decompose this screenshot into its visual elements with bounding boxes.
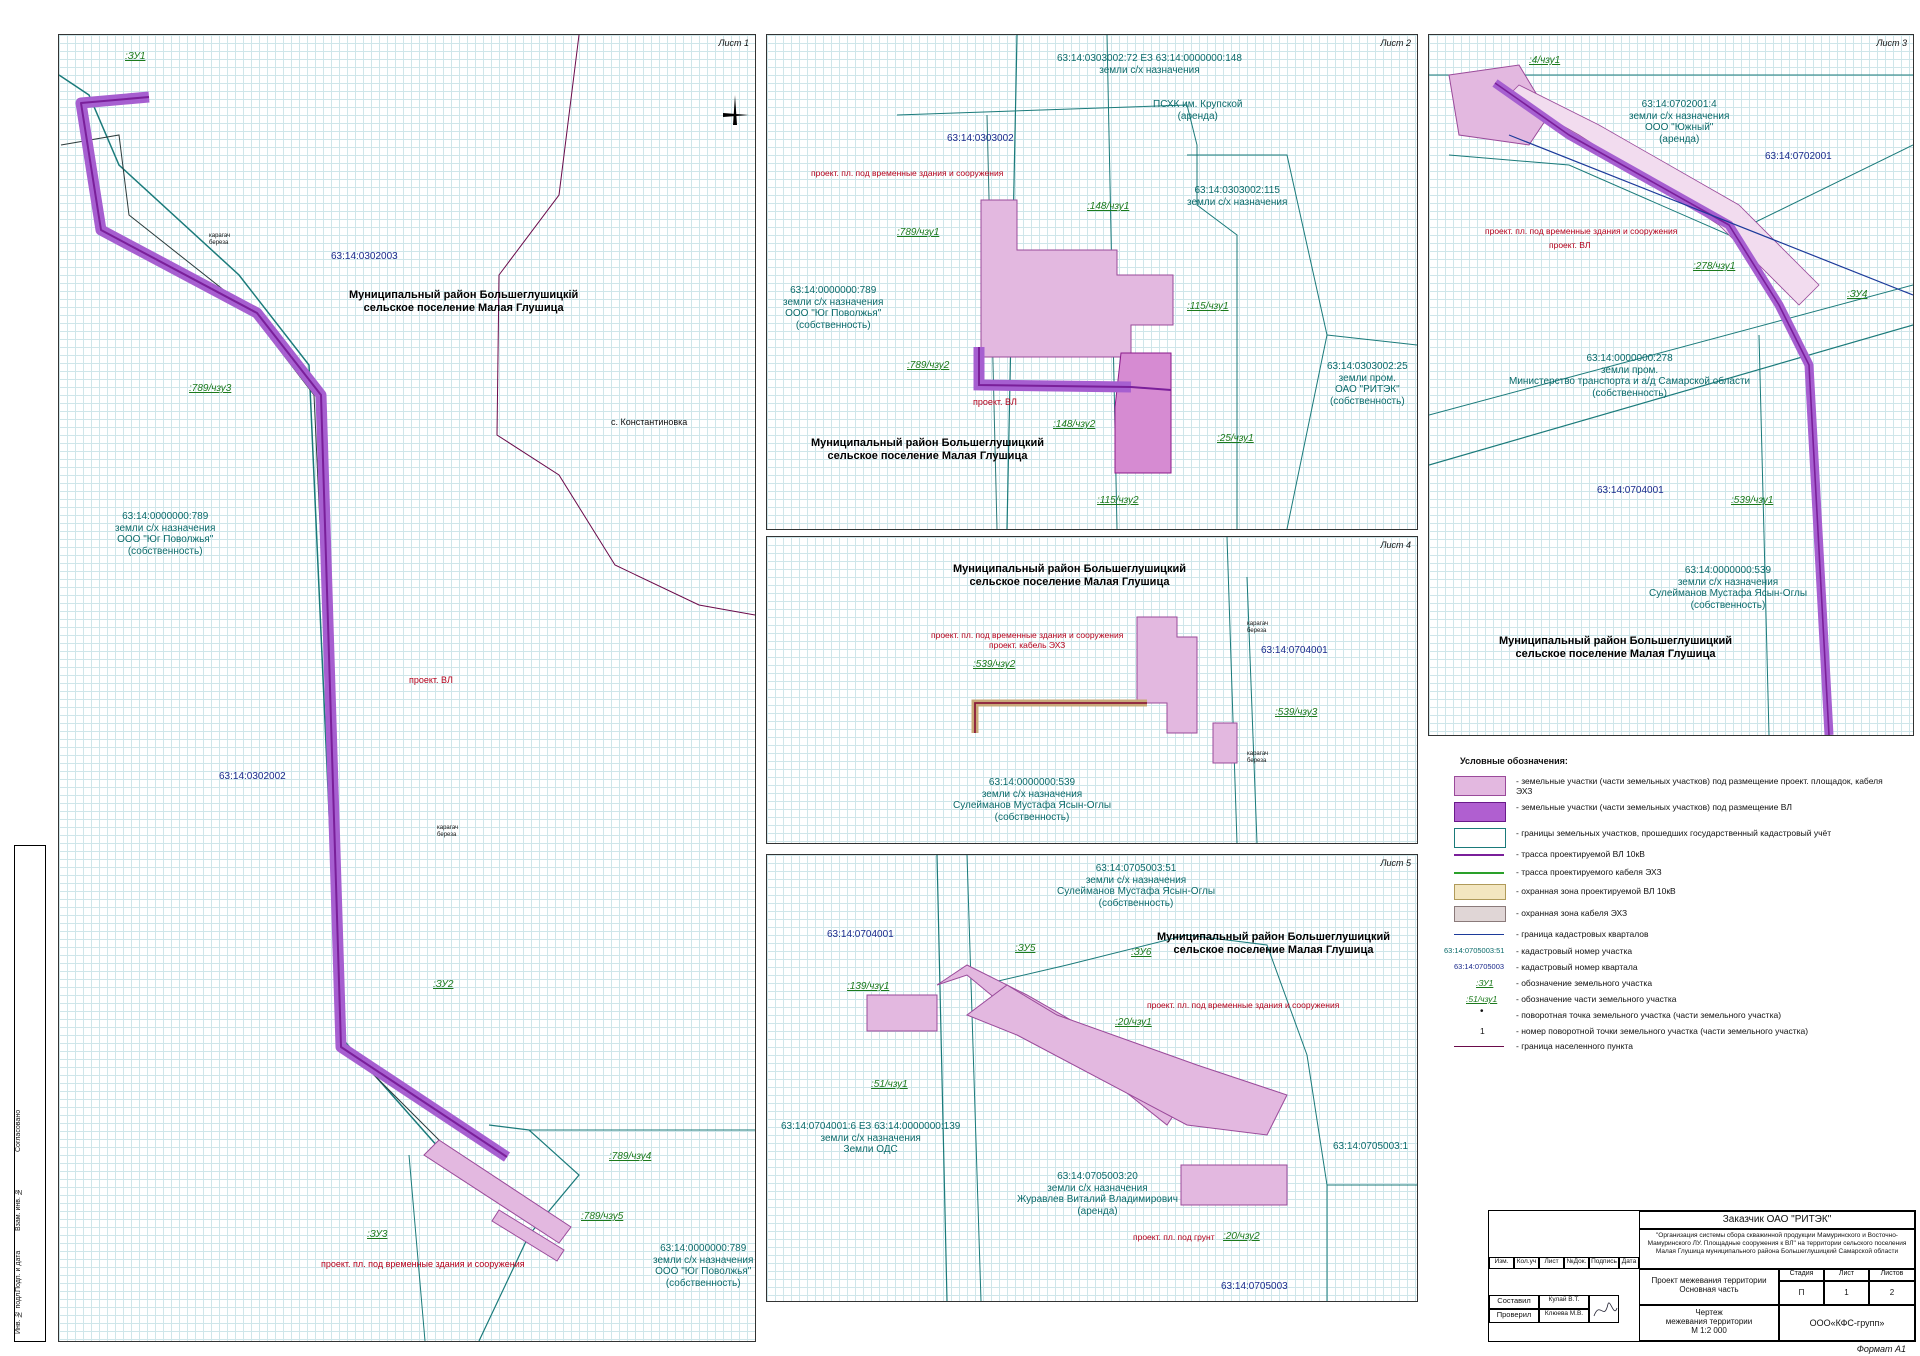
land-part-label: :148/чзу2: [1053, 419, 1096, 430]
land-owner-label: 63:14:0000000:539 земли с/х назначения Сулейманов Мустафа Ясын-Оглы (собственность): [1649, 565, 1808, 611]
legend-swatch-boundary: [1454, 828, 1506, 848]
land-part-label: :25/чзу1: [1217, 433, 1254, 444]
legend-swatch-vl-line: [1454, 854, 1504, 856]
quarter-number: 63:14:0704001: [827, 929, 894, 940]
land-owner-label: ПСХК им. Крупской (аренда): [1153, 99, 1243, 122]
tb-stage-val: П: [1779, 1281, 1824, 1305]
tb-role: Проверил: [1489, 1309, 1539, 1323]
land-owner-label: 63:14:0303002:25 земли пром. ОАО "РИТЭК" (собственность): [1327, 361, 1408, 407]
tb-col: Подпись: [1589, 1257, 1619, 1269]
quarter-number: 63:14:0704001: [1597, 485, 1664, 496]
land-part-label: :ЗУ2: [433, 979, 454, 990]
legend-item: - граница населенного пункта: [1516, 1041, 1633, 1051]
legend-swatch-vl: [1454, 802, 1506, 822]
land-part-label: :789/чзу4: [609, 1151, 652, 1162]
land-part-label: :51/чзу1: [871, 1079, 908, 1090]
quarter-number: 63:14:0705003: [1221, 1281, 1288, 1292]
legend-item: - границы земельных участков, прошедших государственный кадастровый учёт: [1516, 828, 1832, 838]
legend-item: - земельные участки (части земельных участков) под размещение проект. площадок, кабеля ЭХЗ: [1516, 776, 1883, 796]
municipality-label: Муниципальный район Большеглушицкій сельское поселение Малая Глушица: [349, 289, 579, 314]
tb-drawing: Чертеж межевания территории М 1:2 000: [1639, 1305, 1779, 1341]
land-owner-label: 63:14:0000000:278 земли пром. Министерство транспорта и а/д Самарской области (собственность): [1509, 353, 1751, 399]
tree-note: карагач береза: [1247, 621, 1269, 634]
legend-sample-ch: :51/чзу1: [1466, 994, 1498, 1004]
legend-item: - кадастровый номер участка: [1516, 946, 1633, 956]
legend-item: - обозначение земельного участка: [1516, 978, 1653, 988]
land-part-label: :115/чзу2: [1097, 495, 1139, 506]
legend-swatch-settlement: [1454, 1046, 1504, 1047]
legend-swatch-parcel: [1454, 776, 1506, 796]
land-owner-label: 63:14:0303002:72 ЕЗ 63:14:0000000:148 земли с/х назначения: [1057, 53, 1242, 76]
strip-label: Инв. № подл.: [15, 1290, 22, 1334]
land-owner-label: 63:14:0000000:789 земли с/х назначения ООО "Юг Поволжья" (собственность): [653, 1243, 754, 1289]
legend-item: - земельные участки (части земельных участков) под размещение ВЛ: [1516, 802, 1792, 812]
sheet-number: Лист 2: [1380, 38, 1411, 48]
quarter-number: 63:14:0702001: [1765, 151, 1832, 162]
quarter-number: 63:14:0303002: [947, 133, 1014, 144]
legend-item: - кадастровый номер квартала: [1516, 962, 1638, 972]
quarter-number: 63:14:0704001: [1261, 645, 1328, 656]
signature-mark: [1590, 1296, 1619, 1323]
land-part-label: :789/чзу5: [581, 1211, 624, 1222]
vl-label: проект. ВЛ: [409, 675, 453, 685]
temp-site-label: проект. пл. под временные здания и сооружения: [811, 168, 1004, 178]
land-part-label: :ЗУ3: [367, 1229, 388, 1240]
sheet-5-graphics: [767, 855, 1417, 1301]
land-part-label: :20/чзу1: [1115, 1017, 1152, 1028]
land-part-label: :789/чзу3: [189, 383, 232, 394]
temp-site-label: проект. пл. под временные здания и сооружения: [1147, 1000, 1340, 1010]
land-part-label: :148/чзу1: [1087, 201, 1130, 212]
land-owner-label: 63:14:0705003:20 земли с/х назначения Журавлев Виталий Владимирович (аренда): [1017, 1171, 1178, 1217]
municipality-label: Муниципальный район Большеглушицкий сельское поселение Малая Глушица: [1499, 635, 1732, 660]
tb-project: "Организация системы сбора скважинной продукции Мамуринского и Восточно-Мамуринского ЛУ. Площадные сооружения к ВЛ" на территории сельского поселения Малая Глушица муниципального района Большеглушицкий Самарской области: [1639, 1229, 1915, 1269]
sheet-4: [766, 536, 1418, 844]
tb-customer: Заказчик ОАО "РИТЭК": [1639, 1211, 1915, 1229]
legend: [1440, 756, 1910, 1056]
grunt-site-label: проект. пл. под грунт: [1133, 1232, 1215, 1242]
land-owner-label: 63:14:0702001:4 земли с/х назначения ООО "Южный" (аренда): [1629, 99, 1730, 145]
tb-name: Кулай В.Т.: [1539, 1295, 1589, 1309]
sheet-2: [766, 34, 1418, 530]
land-owner-label: 63:14:0000000:789 земли с/х назначения ООО "Юг Поволжья" (собственность): [783, 285, 884, 331]
sheet-3: [1428, 34, 1914, 736]
land-owner-label: 63:14:0000000:539 земли с/х назначения Сулейманов Мустафа Ясын-Оглы (собственность): [953, 777, 1112, 823]
tree-note: карагач береза: [437, 825, 459, 838]
legend-swatch-exz-zone: [1454, 906, 1506, 922]
approval-strip: [14, 845, 46, 1342]
legend-sample-quarter: 63:14:0705003: [1454, 962, 1505, 971]
quarter-number: 63:14:0302003: [331, 251, 398, 262]
vl-label: проект. ВЛ: [973, 397, 1017, 407]
legend-item: - поворотная точка земельного участка (части земельного участка): [1516, 1010, 1782, 1020]
land-part-label: :139/чзу1: [847, 981, 890, 992]
legend-sample-point-dot: •: [1480, 1006, 1484, 1017]
sheet-number: Лист 5: [1380, 858, 1411, 868]
temp-site-label: проект. пл. под временные здания и сооружения: [321, 1259, 525, 1269]
municipality-label: Муниципальный район Большеглушицкий сельское поселение Малая Глушица: [811, 437, 1044, 462]
land-part-label: :ЗУ4: [1847, 289, 1868, 300]
strip-label: Согласовано: [15, 1109, 22, 1153]
land-part-label: :ЗУ1: [125, 51, 146, 62]
legend-item: - охранная зона кабеля ЭХЗ: [1516, 908, 1628, 918]
tb-col: Дата: [1619, 1257, 1639, 1269]
sheet-1: [58, 34, 756, 1342]
sheet-1-graphics: [59, 35, 755, 1341]
legend-swatch-exz-line: [1454, 872, 1504, 874]
tb-stage-val: 2: [1869, 1281, 1915, 1305]
land-part-label: :539/чзу3: [1275, 707, 1318, 718]
legend-item: - трасса проектируемого кабеля ЭХЗ: [1516, 867, 1662, 877]
tb-col: Кол.уч: [1514, 1257, 1539, 1269]
format-label: Формат А1: [1856, 1344, 1906, 1354]
tb-col: Изм.: [1489, 1257, 1514, 1269]
legend-sample-parcel: 63:14:0705003:51: [1444, 946, 1505, 955]
tb-name: Клюева М.В.: [1539, 1309, 1589, 1323]
tb-role: Составил: [1489, 1295, 1539, 1309]
legend-item: - обозначение части земельного участка: [1516, 994, 1677, 1004]
land-part-label: :278/чзу1: [1693, 261, 1736, 272]
tb-stage-val: 1: [1824, 1281, 1869, 1305]
sheet-number: Лист 4: [1380, 540, 1411, 550]
legend-swatch-quarter-line: [1454, 934, 1504, 935]
land-part-label: :20/чзу2: [1223, 1231, 1260, 1242]
temp-site-label: проект. пл. под временные здания и сооружения проект. кабель ЭХЗ: [931, 630, 1124, 650]
land-part-label: :ЗУ6: [1131, 947, 1152, 958]
strip-label: Подп. и дата: [15, 1250, 22, 1292]
land-owner-label: 63:14:0704001:6 ЕЗ 63:14:0000000:139 земли с/х назначения Земли ОДС: [781, 1121, 961, 1155]
land-part-label: :539/чзу2: [973, 659, 1016, 670]
legend-sample-zu: :ЗУ1: [1476, 978, 1494, 988]
sheet-5: [766, 854, 1418, 1302]
tree-note: карагач береза: [209, 233, 231, 246]
vl-label: проект. ВЛ: [1549, 240, 1591, 250]
tb-stage-head: Лист: [1824, 1269, 1869, 1281]
land-owner-label: 63:14:0705003:1: [1333, 1141, 1409, 1152]
legend-item: - граница кадастровых кварталов: [1516, 929, 1649, 939]
land-part-label: :789/чзу1: [897, 227, 940, 238]
sheet-number: Лист 1: [718, 38, 749, 48]
tb-col: Лист: [1539, 1257, 1564, 1269]
land-part-label: :4/чзу1: [1529, 55, 1561, 66]
legend-item: - охранная зона проектируемой ВЛ 10кВ: [1516, 886, 1676, 896]
title-block: [1488, 1210, 1916, 1342]
tb-signature: [1589, 1295, 1619, 1323]
legend-swatch-vl-zone: [1454, 884, 1506, 900]
municipality-label: Муниципальный район Большеглушицкий сельское поселение Малая Глушица: [953, 563, 1186, 588]
strip-label: Взам. инв. №: [15, 1188, 22, 1232]
quarter-number: 63:14:0302002: [219, 771, 286, 782]
tb-stage-head: Листов: [1869, 1269, 1915, 1281]
village-label: с. Константиновка: [611, 417, 688, 427]
land-owner-label: 63:14:0000000:789 земли с/х назначения ООО "Юг Поволжья" (собственность): [115, 511, 216, 557]
tb-doc: Проект межевания территории Основная часть: [1639, 1269, 1779, 1305]
tb-org: ООО«КФС-групп»: [1779, 1305, 1915, 1341]
land-owner-label: 63:14:0705003:51 земли с/х назначения Сулейманов Мустафа Ясын-Оглы (собственность): [1057, 863, 1216, 909]
sheet-number: Лист 3: [1876, 38, 1907, 48]
tb-col: №Док.: [1564, 1257, 1589, 1269]
land-part-label: :789/чзу2: [907, 360, 950, 371]
tree-note: карагач береза: [1247, 751, 1269, 764]
land-part-label: :539/чзу1: [1731, 495, 1774, 506]
legend-item: - номер поворотной точки земельного участка (части земельного участка): [1516, 1026, 1809, 1036]
legend-item: - трасса проектируемой ВЛ 10кВ: [1516, 849, 1645, 859]
land-owner-label: 63:14:0303002:115 земли с/х назначения: [1187, 185, 1288, 208]
temp-site-label: проект. пл. под временные здания и сооружения: [1485, 226, 1678, 236]
land-part-label: :ЗУ5: [1015, 943, 1036, 954]
municipality-label: Муниципальный район Большеглушицкий сельское поселение Малая Глушица: [1157, 931, 1390, 956]
land-part-label: :115/чзу1: [1187, 301, 1229, 312]
legend-sample-point: 1: [1480, 1026, 1485, 1036]
tb-stage-head: Стадия: [1779, 1269, 1824, 1281]
legend-title: Условные обозначения:: [1460, 756, 1568, 766]
